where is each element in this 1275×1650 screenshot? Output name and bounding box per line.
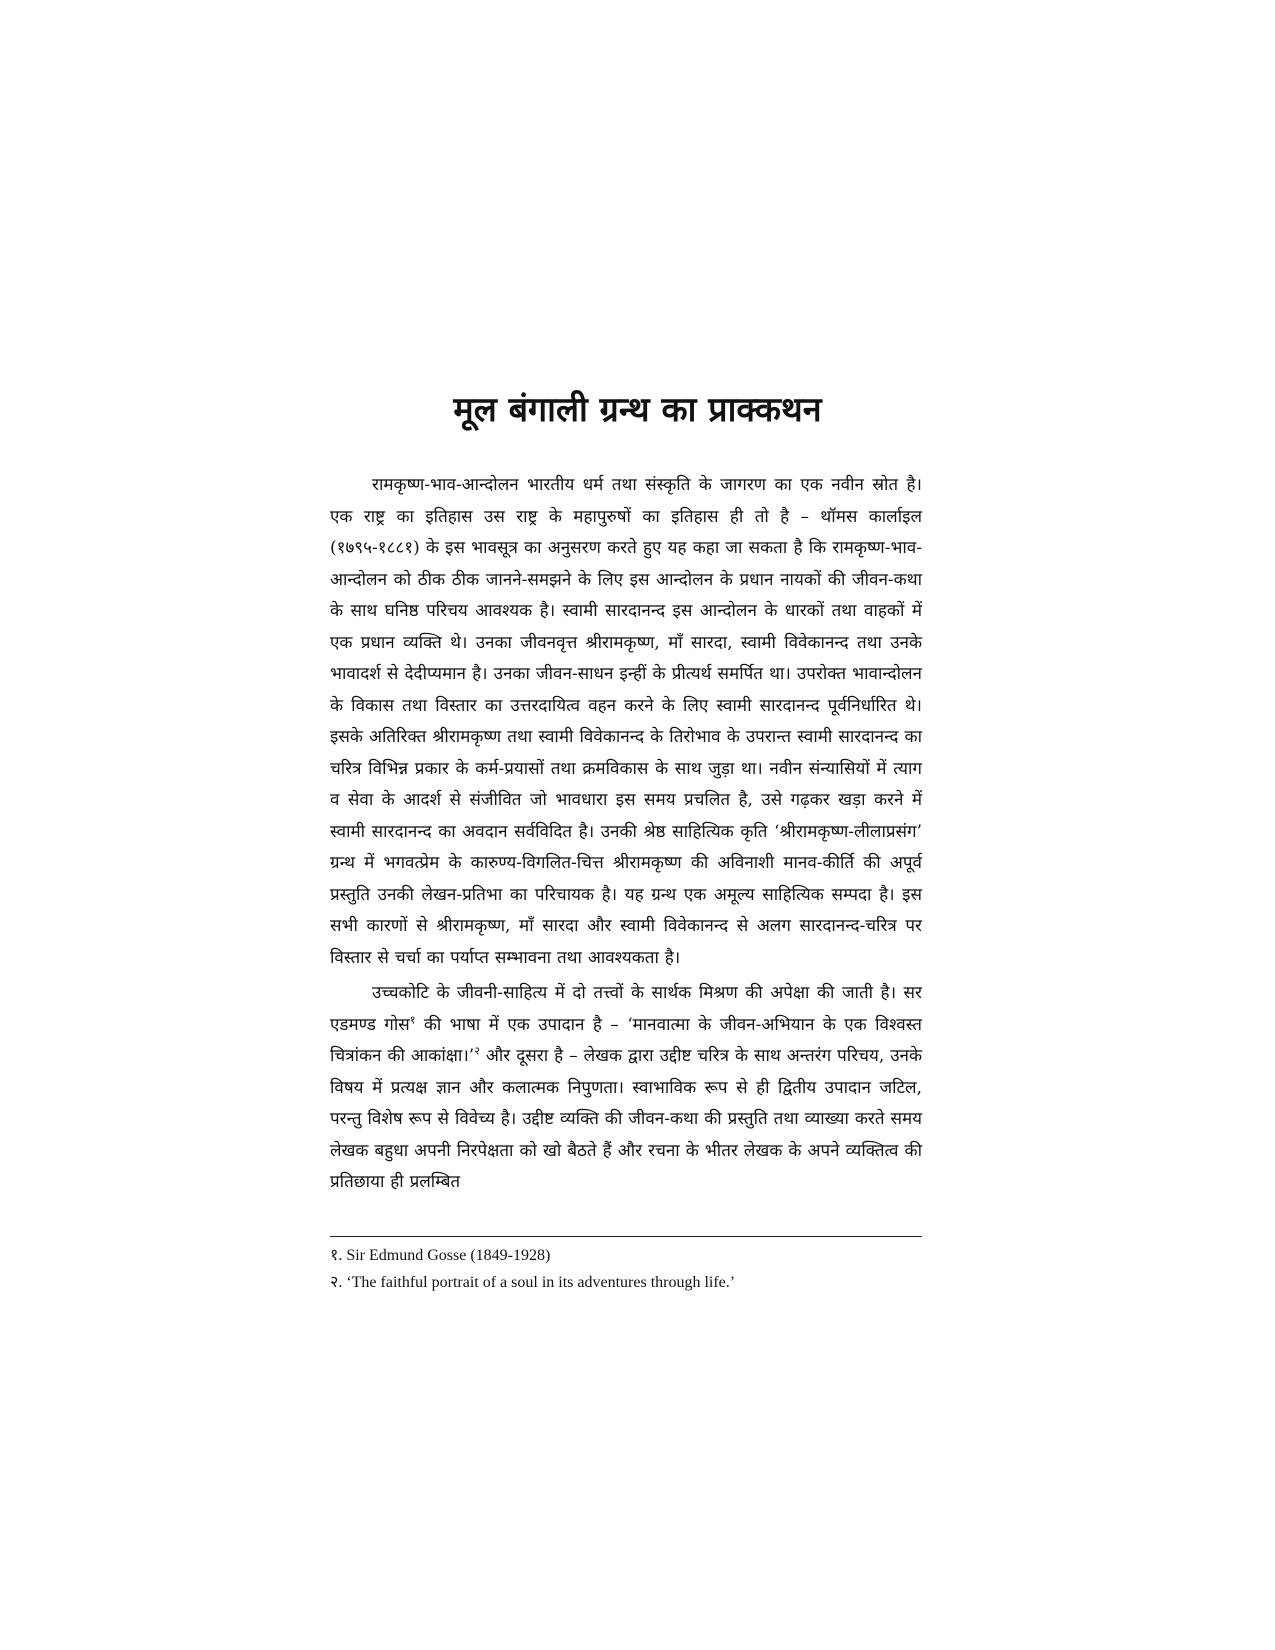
paragraph-2 xyxy=(330,978,922,1199)
footnotes xyxy=(330,1242,922,1296)
footnote-ref-2: २ xyxy=(474,1044,480,1058)
paragraph-2-part-2: की भाषा में एक उपादान है – ‘मानवात्मा के जीवन-अभियान के एक विश्वस्त चित्रांकन की आकांक्षा।’ xyxy=(330,1014,922,1066)
footnote-number: २. xyxy=(330,1274,343,1291)
body-text xyxy=(330,470,922,1203)
footnote-2 xyxy=(330,1269,922,1296)
footnote-1 xyxy=(330,1242,922,1269)
footnote-ref-1: १ xyxy=(409,1012,416,1026)
footnote-number: १. xyxy=(330,1247,343,1264)
page-title: मूल बंगाली ग्रन्थ का प्राक्कथन xyxy=(453,390,822,430)
paragraph-2-part-3: और दूसरा है – लेखक द्वारा उद्दीष्ट चरित्र के साथ अन्तरंग परिचय, उनके विषय में प्रत्यक्ष ज्ञान और कलात्मक निपुणता। स्वाभाविक रूप से ही द्वितीय उपादान जटिल, परन्तु विशेष रूप से विवेच्य है। उद्दीष्ट व्यक्ति की जीवन-कथा की प्रस्तुति तथा व्याख्या करते समय लेखक बहुधा अपनी निरपेक्षता को खो बैठते हैं और रचना के भीतर लेखक के अपने व्यक्तित्व की प्रतिछाया ही प्रलम्बित xyxy=(330,1046,923,1192)
paragraph-2-part-1: उच्चकोटि के जीवनी-साहित्य में दो तत्त्वों के सार्थक मिश्रण की अपेक्षा की जाती है। सर एडमण्ड गोस xyxy=(330,983,922,1035)
footnote-text: ‘The faithful portrait of a soul in its adventures through life.’ xyxy=(346,1274,736,1291)
paragraph-1: रामकृष्ण-भाव-आन्दोलन भारतीय धर्म तथा संस्कृति के जागरण का एक नवीन स्रोत है। एक राष्ट्र का इतिहास उस राष्ट्र के महापुरुषों का इतिहास ही तो है – थॉमस कार्लाइल (१७९५-१८८१) के इस भावसूत्र का अनुसरण करते हुए यह कहा जा सकता है कि रामकृष्ण-भाव-आन्दोलन को ठीक ठीक जानने-समझने के लिए इस आन्दोलन के प्रधान नायकों की जीवन-कथा के साथ घनिष्ठ परिचय आवश्यक है। स्वामी सारदानन्द इस आन्दोलन के धारकों तथा वाहकों में एक प्रधान व्यक्ति थे। उनका जीवनवृत्त श्रीरामकृष्ण, माँ सारदा, स्वामी विवेकानन्द तथा उनके भावादर्श से देदीप्यमान है। उनका जीवन-साधन इन्हीं के प्रीत्यर्थ समर्पित था। उपरोक्त भावान्दोलन के विकास तथा विस्तार का उत्तरदायित्व वहन करने के लिए स्वामी सारदानन्द पूर्वनिर्धारित थे। इसके अतिरिक्त श्रीरामकृष्ण तथा स्वामी विवेकानन्द के तिरोभाव के उपरान्त स्वामी सारदानन्द का चरित्र विभिन्न प्रकार के कर्म-प्रयासों तथा क्रमविकास के साथ जुड़ा था। नवीन संन्यासियों में त्याग व सेवा के आदर्श से संजीवित जो भावधारा इस समय प्रचलित है, उसे गढ़कर खड़ा करने में स्वामी सारदानन्द का अवदान सर्वविदित है। उनकी श्रेष्ठ साहित्यिक कृति ‘श्रीरामकृष्ण-लीलाप्रसंग’ ग्रन्थ में भगवत्प्रेम के कारुण्य-विगलित-चित्त श्रीरामकृष्ण की अविनाशी मानव-कीर्ति की अपूर्व प्रस्तुति उनकी लेखन-प्रतिभा का परिचायक है। यह ग्रन्थ एक अमूल्य साहित्यिक सम्पदा है। इस सभी कारणों से श्रीरामकृष्ण, माँ सारदा और स्वामी विवेकानन्द से अलग सारदानन्द-चरित्र पर विस्तार से चर्चा का पर्याप्त सम्भावना तथा आवश्यकता है। xyxy=(330,475,922,968)
footnote-text: Sir Edmund Gosse (1849-1928) xyxy=(346,1247,551,1264)
footnote-divider xyxy=(330,1236,922,1237)
